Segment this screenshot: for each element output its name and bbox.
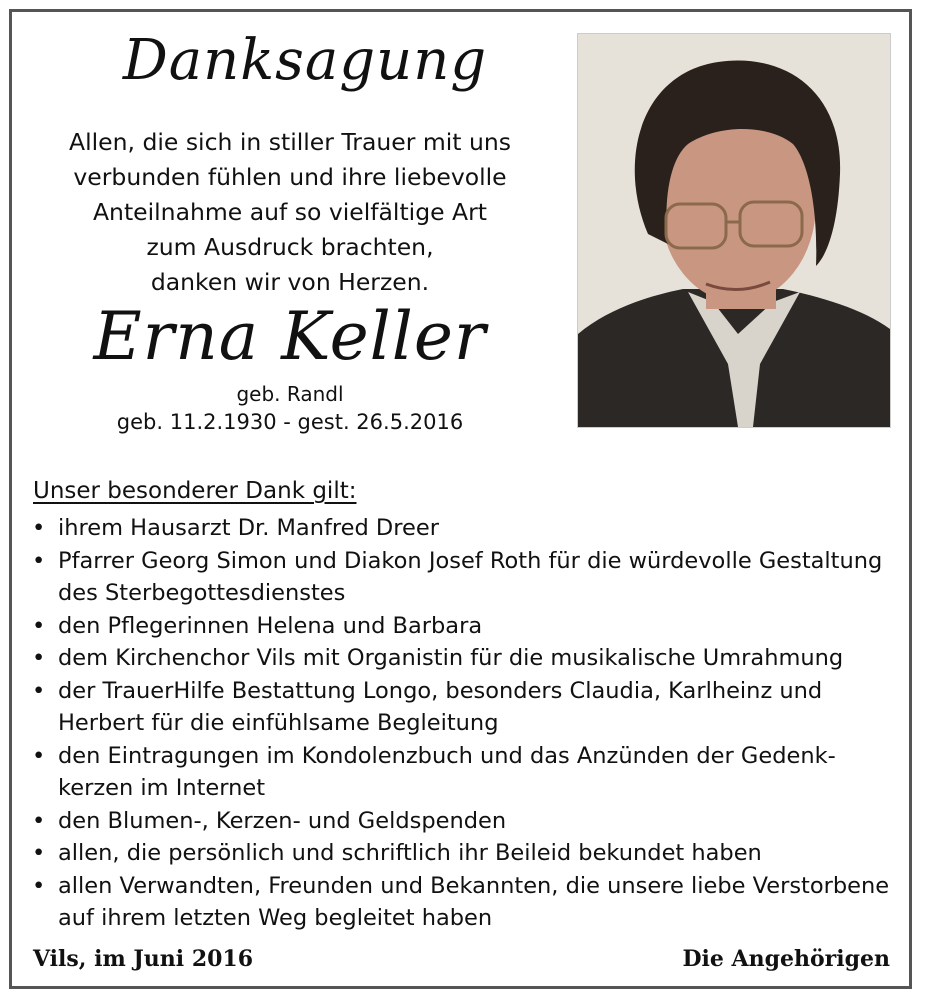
list-item-line: dem Kirchenchor Vils mit Organistin für die musikalische Umrahmung — [58, 645, 844, 671]
list-item — [28, 642, 898, 675]
list-item-line: allen, die persönlich und schriftlich ihr Beileid bekundet haben — [58, 840, 762, 866]
bullet-icon: • — [32, 872, 46, 899]
intro-text — [40, 125, 540, 300]
bullet-icon: • — [32, 840, 46, 866]
thanks-list — [28, 512, 898, 935]
list-item-line: den Blumen-, Kerzen- und Geldspenden — [58, 807, 507, 834]
deceased-birth-name: geb. Randl — [236, 382, 344, 406]
bullet-icon: • — [32, 645, 46, 671]
list-item-line: kerzen im Internet — [58, 775, 266, 801]
portrait-photo — [577, 33, 891, 428]
footer-place-date: Vils, im Juni 2016 — [33, 946, 254, 972]
portrait-photo-icon — [578, 34, 890, 427]
bullet-icon: • — [32, 742, 46, 769]
list-item-line: Pfarrer Georg Simon und Diakon Josef Roth für die würdevolle Gestaltung — [58, 547, 883, 574]
deceased-name: Erna Keller — [93, 298, 487, 375]
bullet-icon: • — [32, 547, 46, 574]
list-item-line: den Pflegerinnen Helena und Barbara — [58, 612, 483, 639]
deceased-dates: geb. 11.2.1930 - gest. 26.5.2016 — [116, 410, 464, 434]
list-item-line: der TrauerHilfe Bestattung Longo, besonders Claudia, Karlheinz und — [58, 677, 823, 704]
intro-line: verbunden fühlen und ihre liebevolle — [73, 163, 507, 191]
list-item — [28, 675, 898, 740]
list-item-line: ihrem Hausarzt Dr. Manfred Dreer — [58, 515, 439, 541]
list-item — [28, 837, 898, 870]
bullet-icon: • — [32, 677, 46, 704]
list-item-line: allen Verwandten, Freunden und Bekannten, die unsere liebe Verstorbene — [58, 872, 890, 899]
list-item-line: den Eintragungen im Kondolenzbuch und das Anzünden der Gedenk- — [58, 742, 836, 769]
thanks-heading: Unser besonderer Dank gilt: — [33, 478, 357, 504]
bullet-icon: • — [32, 807, 46, 834]
list-item — [28, 870, 898, 935]
list-item — [28, 512, 898, 545]
list-item — [28, 740, 898, 805]
bullet-icon: • — [32, 612, 46, 639]
footer-signature: Die Angehörigen — [682, 946, 890, 972]
list-item — [28, 610, 898, 643]
notice-heading: Danksagung — [122, 28, 488, 93]
list-item-line: auf ihrem letzten Weg begleitet haben — [58, 905, 493, 931]
list-item-line: des Sterbegottesdienstes — [58, 580, 346, 606]
intro-line: zum Ausdruck brachten, — [146, 233, 434, 261]
list-item-line: Herbert für die einfühlsame Begleitung — [58, 710, 499, 736]
intro-line: danken wir von Herzen. — [150, 268, 430, 296]
intro-line: Anteilnahme auf so vielfältige Art — [92, 198, 487, 226]
intro-line: Allen, die sich in stiller Trauer mit uns — [69, 128, 511, 156]
list-item — [28, 805, 898, 838]
bullet-icon: • — [32, 515, 46, 541]
list-item — [28, 545, 898, 610]
